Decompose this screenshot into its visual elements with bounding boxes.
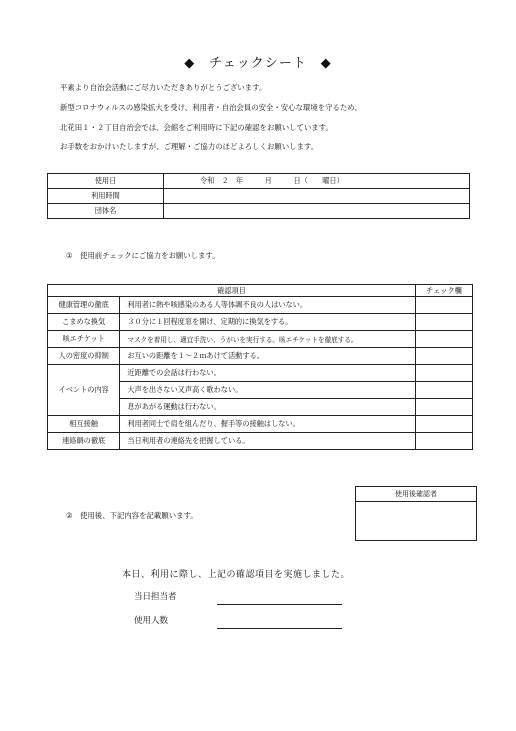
time-label: 利用時間 — [48, 189, 164, 204]
check-header-item: 確認項目 — [48, 285, 416, 297]
row-item: 近距離での会話は行わない。 — [120, 365, 416, 382]
table-row — [48, 331, 473, 348]
row-category: 人の密度の抑制 — [48, 348, 120, 365]
intro-line-2: 新型コロナウィルスの感染拡大を受け、利用者・自治会員の安全・安心な環境を守るため、 — [60, 103, 362, 112]
section-1-heading: ① 使用前チェックにご協力をお願いします。 — [66, 251, 220, 260]
row-item: お互いの距離を１～２ｍあけて活動する。 — [120, 348, 416, 365]
row-category: こまめな換気 — [48, 314, 120, 331]
row-category: イベントの内容 — [48, 365, 120, 416]
row-item: ３０分に１回程度窓を開け、定期的に換気をする。 — [120, 314, 416, 331]
intro-line-1: 平素より自治会活動にご尽力いただきありがとうございます。 — [60, 83, 267, 92]
intro-line-3: 北花田１・２丁目自治会では、会館をご利用時に下記の確認をお願いしています。 — [60, 123, 333, 132]
table-row — [48, 314, 473, 331]
group-label: 団体名 — [48, 204, 164, 219]
check-box[interactable] — [415, 382, 472, 399]
person-in-charge-label: 当日担当者 — [134, 592, 177, 602]
table-row — [48, 416, 473, 433]
row-category: 相互接触 — [48, 416, 120, 433]
group-value[interactable] — [164, 204, 470, 219]
check-box[interactable] — [415, 314, 472, 331]
date-value[interactable]: 令和 ２ 年 月 日（ 曜日） — [164, 174, 470, 189]
statement: 本日、利用に際し、上記の確認項目を実施しました。 — [122, 570, 351, 580]
check-box[interactable] — [415, 365, 472, 382]
info-table — [47, 173, 470, 219]
check-box[interactable] — [415, 416, 472, 433]
row-item: 利用者同士で肩を組んだり、握手等の接触はしない。 — [120, 416, 416, 433]
table-row — [48, 433, 473, 450]
row-item: 当日利用者の連絡先を把握している。 — [120, 433, 416, 450]
table-row — [48, 297, 473, 314]
check-box[interactable] — [415, 433, 472, 450]
row-item: マスクを着用し、適宜手洗い、うがいを実行する。咳エチケットを徹底する。 — [120, 331, 416, 348]
row-item: 大声を出さない又声高く歌わない。 — [120, 382, 416, 399]
check-box[interactable] — [415, 297, 472, 314]
check-box[interactable] — [415, 348, 472, 365]
check-box[interactable] — [415, 331, 472, 348]
row-category: 健康管理の徹底 — [48, 297, 120, 314]
time-value[interactable] — [164, 189, 470, 204]
table-row — [48, 365, 473, 382]
check-table — [47, 284, 473, 450]
row-item: 利用者に熱や咳感染のある人等体調不良の人はいない。 — [120, 297, 416, 314]
post-use-confirmer-box — [355, 486, 477, 541]
person-in-charge-line[interactable] — [217, 604, 342, 605]
section-2-heading: ② 使用後、下記内容を記載願います。 — [66, 511, 198, 520]
user-count-label: 使用人数 — [134, 616, 169, 626]
intro-line-4: お手数をおかけいたしますが、ご理解・ご協力のほどよろしくお願いします。 — [60, 142, 319, 151]
row-item: 息があがる運動は行わない。 — [120, 399, 416, 416]
row-category: 咳エチケット — [48, 331, 120, 348]
row-category: 連絡網の徹底 — [48, 433, 120, 450]
post-use-confirmer-label: 使用後確認者 — [356, 487, 476, 502]
date-label: 使用日 — [48, 174, 164, 189]
post-use-confirmer-field[interactable] — [356, 502, 476, 540]
user-count-line[interactable] — [217, 628, 342, 629]
check-header-check: チェック欄 — [415, 285, 472, 297]
check-box[interactable] — [415, 399, 472, 416]
table-row — [48, 348, 473, 365]
page-title: ◆ チェックシート ◆ — [184, 56, 332, 71]
